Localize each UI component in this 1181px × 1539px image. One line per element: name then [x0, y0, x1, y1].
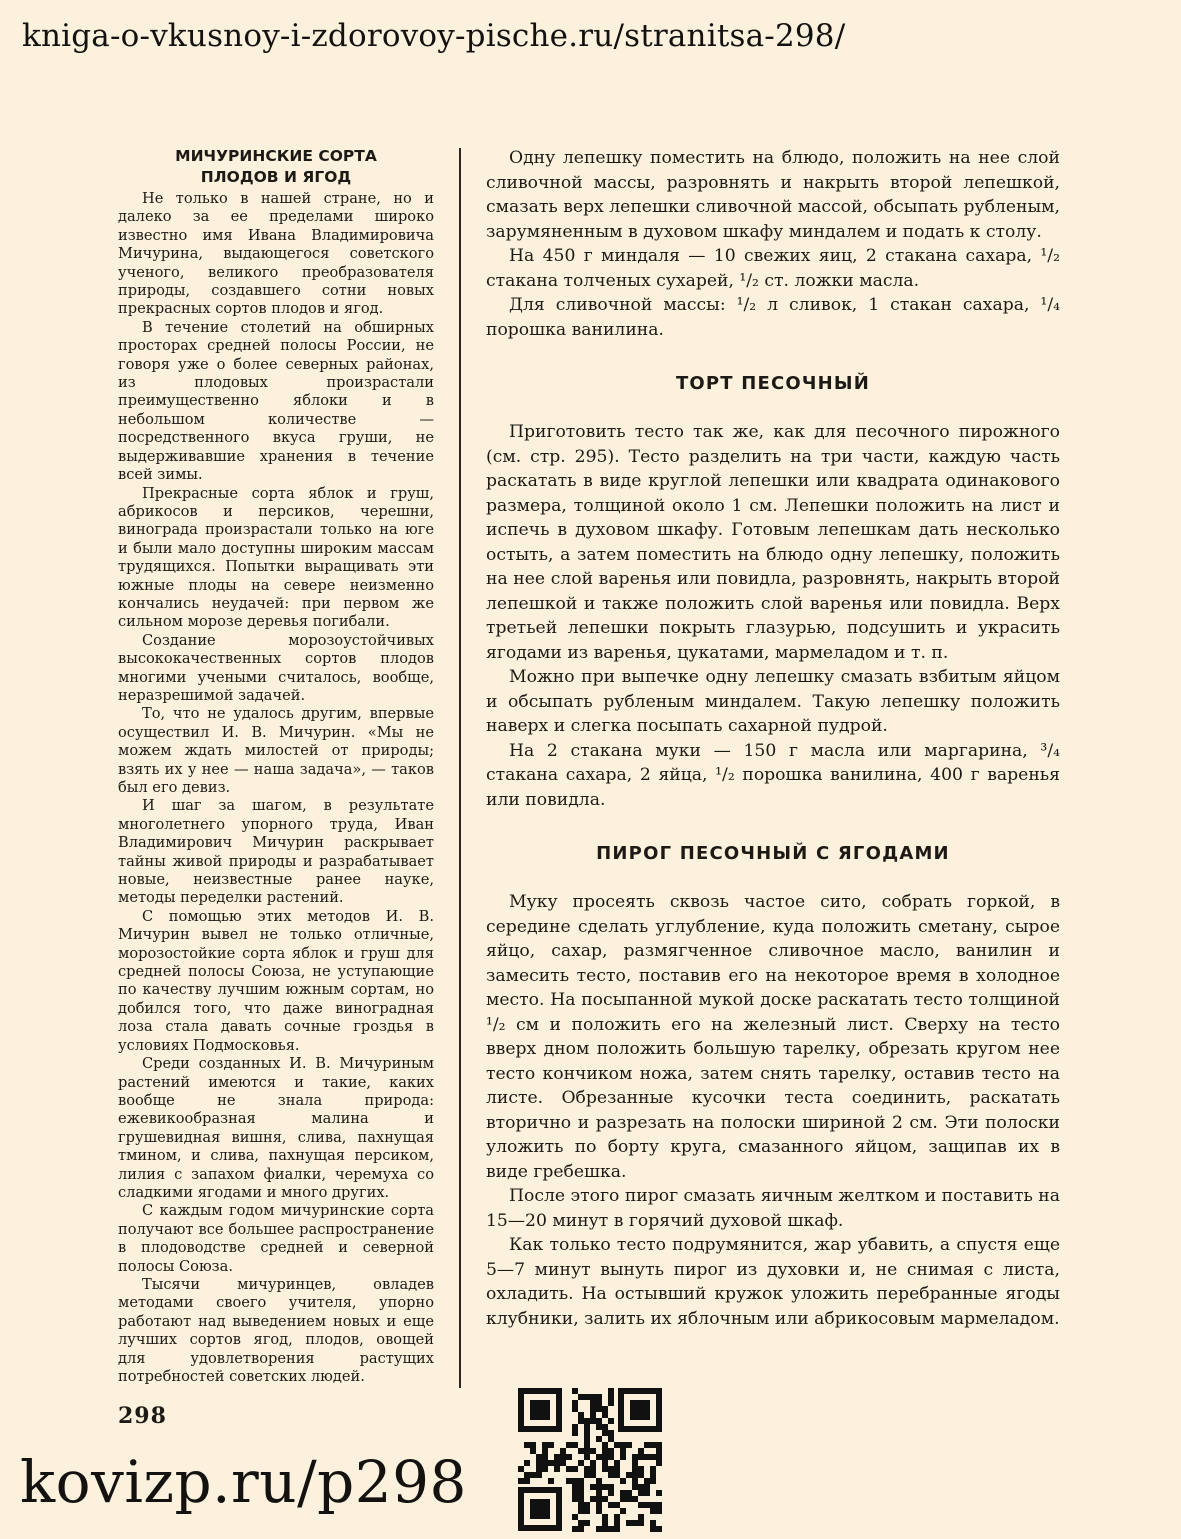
qr-module [578, 1526, 584, 1532]
qr-module [638, 1484, 644, 1490]
qr-module [638, 1448, 644, 1454]
qr-module [590, 1418, 596, 1424]
qr-module [596, 1406, 602, 1412]
qr-module [584, 1454, 590, 1460]
qr-module [596, 1496, 602, 1502]
qr-module [578, 1460, 584, 1466]
qr-module [572, 1478, 578, 1484]
qr-module [596, 1418, 602, 1424]
intro-paragraph: Одну лепешку поместить на блюдо, положить на нее слой сливочной массы, разровнять и накрыть второй лепешкой, смазать верх лепешки сливочной массой, обсыпать рубленым, зарумяненным в духовом шкафу миндалем и подать к столу. [486, 148, 1060, 242]
sidebar-paragraph: С помощью этих методов И. В. Мичурин вывел не только отличные, морозостойкие сорта яблок и груш для средней полосы Союза, не уступающие по качеству лучшим южным сортам, но добился того, что даже виноградная лоза стала давать сочные гроздья в условиях Подмосковья. [118, 907, 434, 1054]
qr-module [602, 1430, 608, 1436]
qr-module [578, 1496, 584, 1502]
qr-code-graphic [514, 1384, 666, 1535]
column-divider [459, 148, 461, 1388]
qr-module [578, 1508, 584, 1514]
sidebar-paragraph: С каждым годом мичуринские сорта получают все большее распространение в плодоводстве средней и северной полосы Союза. [118, 1202, 434, 1275]
qr-module [602, 1454, 608, 1460]
qr-module [638, 1466, 644, 1472]
bottom-url[interactable]: kovizp.ru/p298 [20, 1448, 467, 1516]
qr-module [560, 1460, 566, 1466]
qr-module [656, 1502, 662, 1508]
qr-module [590, 1496, 596, 1502]
qr-module [602, 1424, 608, 1430]
qr-module [614, 1520, 620, 1526]
sidebar-paragraph: И шаг за шагом, в результате многолетнего упорного труда, Иван Владимирович Мичурин раскрывает тайны живой природы и разрабатывает новые, неизвестные ранее науке, методы переделки растений. [118, 797, 434, 907]
qr-module [584, 1442, 590, 1448]
qr-module [608, 1430, 614, 1436]
qr-module [542, 1466, 548, 1472]
qr-module [524, 1472, 530, 1478]
qr-module [602, 1514, 608, 1520]
qr-module [584, 1448, 590, 1454]
qr-module [650, 1526, 656, 1532]
qr-module [650, 1454, 656, 1460]
qr-module [590, 1484, 596, 1490]
qr-module [656, 1454, 662, 1460]
qr-module [602, 1526, 608, 1532]
sidebar-paragraph: Прекрасные сорта яблок и груш, абрикосов и персиков, черешни, винограда произрастали только на юге и были мало доступны широким массам трудящихся. Попытки выращивать эти южные плоды на севере неизменно кончались неудачей: при первом же сильном морозе деревья погибали. [118, 484, 434, 631]
qr-module [584, 1424, 590, 1430]
qr-module [644, 1490, 650, 1496]
qr-module [626, 1442, 632, 1448]
qr-module [620, 1478, 626, 1484]
qr-module [602, 1412, 608, 1418]
qr-module [590, 1412, 596, 1418]
qr-module [584, 1430, 590, 1436]
qr-module [608, 1484, 614, 1490]
sidebar-title-line: ПЛОДОВ И ЯГОД [200, 168, 352, 186]
qr-module [602, 1442, 608, 1448]
qr-module [650, 1466, 656, 1472]
recipe-paragraph: Муку просеять сквозь частое сито, собрать горкой, в середине сделать углубление, куда положить сметану, сырое яйцо, сахар, размягченное сливочное масло, ванилин и замесить тесто, поставив его на некоторое время в холодное место. На посыпанной мукой доске раскатать тесто толщиной ¹/₂ см и положить его на железный лист. Сверху на тесто вверх дном положить большую тарелку, обрезать кругом нее тесто кончиком ножа, затем снять тарелку, оставив тесто на листе. Обрезанные кусочки теста соединить, раскатать вторично и разрезать на полоски шириной 2 см. Эти полоски уложить по борту круга, смазанного яйцом, защипав их в виде гребешка. [486, 892, 1060, 1182]
sidebar-paragraph: В течение столетий на обширных просторах средней полосы России, не говоря уже о более северных районах, из плодовых произрастали преимущественно яблоки и в небольшом количестве — посредственного вкуса груши, не выдерживавшие хранения в течение всей зимы. [118, 318, 434, 484]
qr-module [572, 1400, 578, 1406]
qr-module [572, 1424, 578, 1430]
sidebar-title [118, 146, 434, 188]
qr-module [632, 1478, 638, 1484]
qr-module [638, 1472, 644, 1478]
qr-module [584, 1472, 590, 1478]
qr-module [536, 1472, 542, 1478]
qr-module [614, 1502, 620, 1508]
qr-module [656, 1460, 662, 1466]
qr-module [650, 1520, 656, 1526]
qr-module [542, 1454, 548, 1460]
qr-module [650, 1502, 656, 1508]
page-number: 298 [118, 1403, 167, 1429]
qr-module [614, 1466, 620, 1472]
recipe-title: ТОРТ ПЕСОЧНЫЙ [675, 373, 871, 394]
qr-module [542, 1442, 548, 1448]
qr-module [584, 1394, 590, 1400]
sidebar-paragraph: Тысячи мичуринцев, овладев методами своего учителя, упорно работают над выведением новых и еще лучших сортов ягод, плодов, овощей для удовлетворения растущих потребностей советских людей. [118, 1275, 434, 1385]
recipe-title: ПИРОГ ПЕСОЧНЫЙ С ЯГОДАМИ [596, 843, 950, 864]
qr-module [542, 1460, 548, 1466]
sidebar-paragraph: То, что не удалось другим, впервые осуществил И. В. Мичурин. «Мы не можем ждать милостей от природы; взять их у нее — наша задача», — таков был его девиз. [118, 705, 434, 796]
qr-module [554, 1454, 560, 1460]
qr-module [590, 1448, 596, 1454]
qr-module [656, 1448, 662, 1454]
qr-module [650, 1472, 656, 1478]
qr-module [572, 1490, 578, 1496]
sidebar-title-line: МИЧУРИНСКИЕ СОРТА [175, 147, 377, 165]
qr-module [572, 1496, 578, 1502]
top-url[interactable]: kniga-o-vkusnoy-i-zdorovoy-pische.ru/stranitsa-298/ [22, 18, 846, 54]
qr-module [572, 1526, 578, 1532]
qr-module [608, 1388, 614, 1394]
qr-module [578, 1418, 584, 1424]
qr-module [530, 1442, 536, 1448]
qr-module [608, 1472, 614, 1478]
qr-module [632, 1484, 638, 1490]
qr-module [584, 1508, 590, 1514]
qr-module [602, 1484, 608, 1490]
qr-module [650, 1478, 656, 1484]
qr-module [632, 1472, 638, 1478]
qr-module [518, 1466, 524, 1472]
qr-module [656, 1490, 662, 1496]
qr-module [638, 1520, 644, 1526]
qr-module [626, 1520, 632, 1526]
qr-module [596, 1508, 602, 1514]
qr-module [602, 1460, 608, 1466]
qr-module [566, 1454, 572, 1460]
qr-module [632, 1496, 638, 1502]
qr-module [620, 1454, 626, 1460]
recipe-paragraph: Как только тесто подрумянится, жар убавить, а спустя еще 5—7 минут вынуть пирог из духовки и, не снимая с листа, охладить. На остывший кружок уложить перебранные ягоды клубники, залить их яблочным или абрикосовым мармеладом. [486, 1235, 1060, 1329]
recipe-paragraph: Можно при выпечке одну лепешку смазать взбитым яйцом и обсыпать рубленым миндалем. Такую лепешку положить наверх и слегка посыпать сахарной пудрой. [486, 667, 1060, 736]
qr-module [632, 1466, 638, 1472]
qr-module [644, 1484, 650, 1490]
qr-module [536, 1454, 542, 1460]
sidebar-paragraph: Создание морозоустойчивых высококачественных сортов плодов многими учеными считалось, вообще, неразрешимой задачей. [118, 631, 434, 704]
qr-module [614, 1514, 620, 1520]
qr-module [578, 1448, 584, 1454]
qr-module [530, 1472, 536, 1478]
main-column [486, 146, 1060, 1331]
qr-module [566, 1478, 572, 1484]
sidebar-paragraph: Не только в нашей стране, но и далеко за ее пределами широко известно имя Ивана Владимировича Мичурина, выдающегося советского ученого, великого преобразователя природы, создавшего сотни новых прекрасных сортов плодов и ягод. [118, 190, 434, 318]
qr-module [578, 1478, 584, 1484]
qr-module [572, 1442, 578, 1448]
qr-module [584, 1418, 590, 1424]
qr-module [572, 1406, 578, 1412]
qr-module [590, 1466, 596, 1472]
qr-module [596, 1502, 602, 1508]
qr-module [656, 1508, 662, 1514]
qr-module [578, 1502, 584, 1508]
qr-module [560, 1448, 566, 1454]
intro-paragraph: На 450 г миндаля — 10 свежих яиц, 2 стакана сахара, ¹/₂ стакана толченых сухарей, ¹/₂ ст. ложки масла. [486, 246, 1060, 291]
qr-module [578, 1484, 584, 1490]
qr-module [596, 1394, 602, 1400]
qr-module [620, 1490, 626, 1496]
qr-module [566, 1466, 572, 1472]
qr-module [524, 1478, 530, 1484]
recipe-paragraph: На 2 стакана муки — 150 г масла или маргарина, ³/₄ стакана сахара, 2 яйца, ¹/₂ порошка ванилина, 400 г варенья или повидла. [486, 740, 1060, 810]
qr-module [584, 1502, 590, 1508]
qr-module [596, 1484, 602, 1490]
qr-module [590, 1472, 596, 1478]
qr-module [620, 1508, 626, 1514]
qr-module [602, 1406, 608, 1412]
qr-module [590, 1400, 596, 1406]
qr-module [650, 1508, 656, 1514]
qr-module [542, 1448, 548, 1454]
qr-module [596, 1400, 602, 1406]
qr-module [626, 1472, 632, 1478]
qr-module [524, 1442, 530, 1448]
qr-module [608, 1502, 614, 1508]
qr-module [590, 1406, 596, 1412]
qr-module [608, 1454, 614, 1460]
qr-module [620, 1442, 626, 1448]
qr-module [626, 1496, 632, 1502]
recipe-paragraph: После этого пирог смазать яичным желтком и поставить на 15—20 минут в горячий духовой шкаф. [486, 1186, 1060, 1231]
qr-module [572, 1514, 578, 1520]
qr-module [608, 1436, 614, 1442]
qr-code-icon[interactable] [514, 1384, 666, 1535]
qr-module [530, 1448, 536, 1454]
qr-module [578, 1490, 584, 1496]
qr-module [596, 1424, 602, 1430]
qr-module [632, 1520, 638, 1526]
qr-module [632, 1460, 638, 1466]
qr-module [578, 1520, 584, 1526]
qr-module [602, 1520, 608, 1526]
qr-module [566, 1442, 572, 1448]
sidebar-column [118, 146, 434, 1386]
intro-paragraph: Для сливочной массы: ¹/₂ л сливок, 1 стакан сахара, ¹/₄ порошка ванилина. [486, 295, 1060, 340]
qr-module [596, 1526, 602, 1532]
qr-module [608, 1418, 614, 1424]
qr-module [584, 1520, 590, 1526]
qr-module [644, 1454, 650, 1460]
qr-module [644, 1502, 650, 1508]
qr-module [626, 1490, 632, 1496]
qr-module [602, 1448, 608, 1454]
qr-module [554, 1460, 560, 1466]
qr-module [578, 1412, 584, 1418]
qr-module [608, 1466, 614, 1472]
qr-module [572, 1484, 578, 1490]
qr-module [584, 1466, 590, 1472]
qr-module [590, 1394, 596, 1400]
qr-module [614, 1526, 620, 1532]
qr-module [548, 1460, 554, 1466]
qr-module [536, 1460, 542, 1466]
qr-module [614, 1472, 620, 1478]
qr-module [620, 1496, 626, 1502]
qr-module [596, 1454, 602, 1460]
qr-module [638, 1514, 644, 1520]
qr-module [638, 1490, 644, 1496]
qr-module [560, 1454, 566, 1460]
qr-module [596, 1436, 602, 1442]
sidebar-paragraph: Среди созданных И. В. Мичуриным растений имеются и такие, каких вообще не знала природа: ежевикообразная малина и грушевидная вишня, слива, пахнущая тмином, и слива, пахнущая персиком, лилия с запахом фиалки, черемуха со сладкими ягодами и много других. [118, 1055, 434, 1201]
qr-module [644, 1478, 650, 1484]
qr-module [656, 1526, 662, 1532]
qr-module [644, 1442, 650, 1448]
qr-module [620, 1448, 626, 1454]
qr-module [548, 1478, 554, 1484]
qr-module [590, 1460, 596, 1466]
qr-module [602, 1466, 608, 1472]
qr-module [578, 1394, 584, 1400]
qr-module [524, 1460, 530, 1466]
qr-module [656, 1442, 662, 1448]
qr-module [584, 1436, 590, 1442]
qr-module [608, 1400, 614, 1406]
qr-module [608, 1490, 614, 1496]
qr-module [554, 1466, 560, 1472]
qr-module [614, 1442, 620, 1448]
qr-module [536, 1466, 542, 1472]
qr-module [638, 1454, 644, 1460]
qr-module [596, 1490, 602, 1496]
recipe-paragraph: Приготовить тесто так же, как для песочного пирожного (см. стр. 295). Тесто разделить на три части, каждую часть раскатать в виде круглой лепешки или квадрата одинакового размера, толщиной около 1 см. Лепешки положить на лист и испечь в духовом шкафу. Готовым лепешкам дать несколько остыть, а затем поместить на блюдо одну лепешку, положить на нее слой варенья или повидла, разровнять, накрыть второй лепешкой и также положить слой варенья или повидла. Верх третьей лепешки покрыть глазурью, подсушить и украсить ягодами из варенья, цукатами, мармеладом и т. п. [486, 422, 1060, 663]
qr-module [608, 1394, 614, 1400]
qr-module [638, 1502, 644, 1508]
qr-module [608, 1448, 614, 1454]
qr-module [572, 1466, 578, 1472]
qr-module [548, 1442, 554, 1448]
qr-module [572, 1430, 578, 1436]
qr-module [602, 1496, 608, 1502]
qr-module [608, 1526, 614, 1532]
qr-module [614, 1460, 620, 1466]
qr-module [632, 1454, 638, 1460]
qr-module [596, 1478, 602, 1484]
qr-module [572, 1388, 578, 1394]
qr-module [650, 1442, 656, 1448]
qr-module [518, 1478, 524, 1484]
